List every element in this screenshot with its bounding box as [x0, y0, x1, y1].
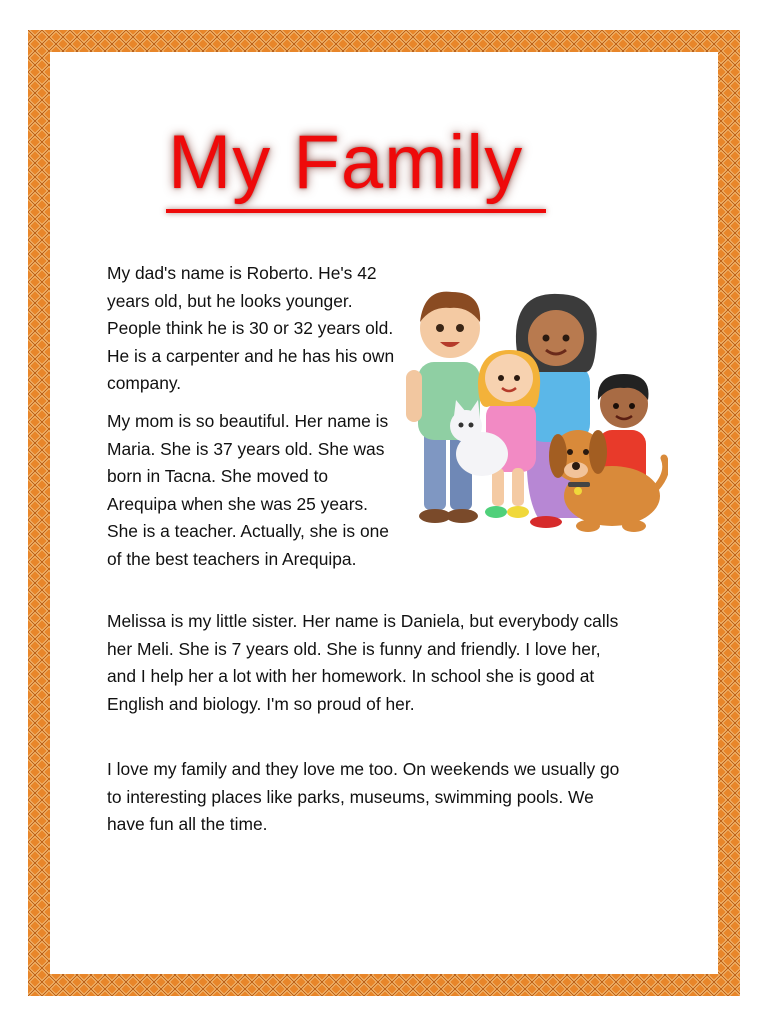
dad-figure [406, 292, 480, 523]
paragraph-sister: Melissa is my little sister. Her name is Daniela, but everybody calls her Meli. She is 7 years old. She is funny and friendly. I love her, and I help her a lot with her homework. In school she is good at English and biology. I'm so proud of her. [107, 611, 619, 714]
page-title: My Family [168, 120, 524, 205]
paragraph-dad: My dad's name is Roberto. He's 42 years old, but he looks younger. People think he is 30 or 32 years old. He is a carpenter and he has his own company. [107, 263, 395, 393]
paragraph-mom: My mom is so beautiful. Her name is Maria. She is 37 years old. She was born in Tacna. She moved to Arequipa when she was 25 years. She is a teacher. Actually, she is one of the best teachers in Arequipa. [107, 411, 389, 569]
paragraph-closing: I love my family and they love me too. On weekends we usually go to interesting places like parks, museums, swimming pools. We have fun all the time. [107, 759, 620, 834]
family-with-dog-illustration-icon [398, 282, 668, 538]
title-underline [166, 209, 546, 213]
